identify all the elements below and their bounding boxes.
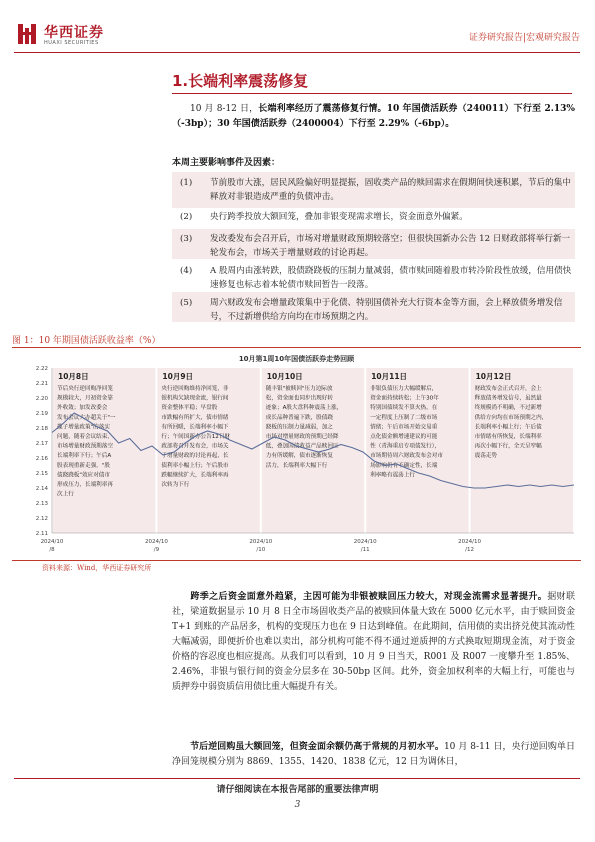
- annotation-line: 外收敛；加发改委会: [57, 405, 108, 412]
- annotation-line: 长端利率小幅上行；午后债: [474, 424, 542, 431]
- x-tick-label: /9: [153, 547, 160, 553]
- annotation-panel: [471, 368, 573, 533]
- annotation-line: 特别国债续发不算火热，在: [370, 405, 438, 412]
- list-item-text: 周六财政发布会增量政策集中于化债、特别国债补充大行资本金等方面，会上释放债务增发信号，不过新增供给方向均在市场预期之内。: [210, 298, 563, 322]
- annotation-line: 市场期待周六财政发布会对市: [370, 453, 443, 460]
- page-number: 3: [294, 800, 301, 810]
- annotation-line: 长端利率下行；午后A: [57, 453, 112, 460]
- annotation-line: 成长品种普遍下跌，股债跷: [265, 414, 333, 421]
- x-tick-label: 2024/10: [144, 539, 168, 545]
- logo-subtext: HUAXI SECURITIES: [44, 40, 99, 46]
- annotation-line: 力有所缓解，债市逐渐恢复: [265, 453, 333, 460]
- list-item-number: (3): [180, 234, 193, 244]
- intro-lead: 10 月 8-12 日，: [190, 104, 259, 114]
- annotation-line: 跷板的压制力量减弱，加之: [265, 424, 333, 431]
- figure-top-rule: [12, 347, 581, 348]
- events-title: 本周主要影响事件及因素：: [172, 158, 281, 168]
- list-item-number: (1): [180, 178, 193, 188]
- footer-divider: [14, 778, 580, 779]
- annotation-line: 央行逆回购维持净回笼，非: [161, 386, 229, 392]
- p2-text: 10 月 8-11 日，央行逆回购单日净回笼规模分别为 8869、1355、1420、1838 亿元，12 日为调休日，: [172, 742, 575, 767]
- x-tick-label: 2024/10: [458, 539, 482, 545]
- annotation-date: 10月8日: [58, 372, 89, 381]
- chart-title: 10月第1周10年国债活跃券走势回顾: [238, 355, 355, 363]
- logo-text: 华西证券: [44, 25, 104, 41]
- report-type: 证券研究报告|宏观研究报告: [468, 33, 580, 43]
- chart-svg: [12, 350, 581, 560]
- annotation-date: 10月12日: [475, 372, 512, 381]
- annotation-line: 市场增量财政预期落空: [57, 443, 113, 450]
- annotation-line: 次上行: [57, 491, 74, 498]
- intro-bold: 长端利率经历了震荡修复行情。10 年国债活跃券（240011）下行至 2.13%（-3bp）；30 年国债活跃券（2400004）下行至 2.29%（-6bp）。: [172, 104, 575, 129]
- section-title: 1.长端利率震荡修复: [172, 72, 309, 90]
- figure-bottom-rule: [12, 560, 581, 561]
- y-tick-label: 2.18: [35, 426, 48, 432]
- annotation-panel: [366, 368, 468, 533]
- annotation-line: 资金整体平稳；早盘股: [161, 405, 218, 412]
- y-tick-label: 2.17: [35, 441, 48, 447]
- annotation-line: 跌幅继续扩大，长端利率再: [161, 472, 229, 479]
- annotation-line: 揽子增量政策"的落实: [57, 424, 110, 431]
- annotation-line: 供给方向均在市场预期之内，: [474, 414, 548, 421]
- body-paragraph-2: [172, 740, 575, 770]
- x-tick-label: /10: [256, 547, 266, 553]
- annotation-line: 终规模尚不明确，不过新增: [474, 405, 542, 412]
- figure-caption: 图 1：10 年期国债活跃收益率（%）: [12, 336, 161, 346]
- footer-disclaimer: 请仔细阅读在本报告尾部的重要法律声明: [216, 785, 379, 795]
- annotation-line: 市跌幅有所扩大，债市情绪: [161, 414, 229, 421]
- p2-bold: 节后逆回购虽大额回笼，但资金面余额仍高于常规的月初水平。: [190, 742, 444, 752]
- annotation-line: 低，叠加国债收益产品赎回压: [265, 443, 339, 450]
- page-header: [14, 20, 580, 50]
- x-tick-label: /12: [465, 547, 475, 553]
- annotation-line: 非银负债压力大幅缓解后，: [370, 386, 438, 392]
- annotation-line: 一定程度上压制了二级市场: [370, 414, 438, 421]
- x-tick-label: 2024/10: [40, 539, 64, 545]
- annotation-panel: [53, 368, 155, 533]
- section-divider: [172, 93, 572, 94]
- y-tick-label: 2.11: [35, 531, 48, 537]
- list-item-number: (2): [180, 212, 193, 222]
- annotation-line: 震荡走势: [474, 453, 497, 460]
- annotation-line: 于增量财政的讨论再起，长: [161, 453, 229, 460]
- annotation-line: 银机构欠缺现金流，银行间: [161, 395, 229, 402]
- annotation-line: 发布会议大办超关于"一: [57, 414, 116, 421]
- annotation-line: 市场对增量财政的预期已经降: [265, 434, 339, 440]
- list-item-number: (4): [180, 266, 193, 276]
- annotation-line: 规模较大，月初资金靠: [57, 395, 113, 402]
- p1-text: 据财联社，梁道数据显示 10 月 8 日全市场固收类产品的被赎回体量大致在 5000 亿元水平，由于赎回资金 T+1 到账的产品居多，机构的变现压力也在 9 日达到峰值。在此期间，信用债的卖出挤兑使其流动性大幅减弱，即便折价也难以卖出，部分机构可能不得不通过逆质押的方式换取短期现金流，对于资金价格的容忍度也相应提高。从我们可以看到，10 月 9 日当天，R001 及 R007 一度攀升至 1.85%、2.46%，非银与银行间的资金分层多在 30-50bp 区间。此外，资金加权利率的大幅上行，可能也与质押券中弱资质信用债比重大幅提升有关。: [172, 592, 575, 692]
- annotation-line: 债利率小幅上行；午后股市: [161, 462, 229, 469]
- annotation-line: 问题，随着会议结束，: [57, 434, 113, 440]
- x-tick-label: 2024/10: [353, 539, 377, 545]
- annotation-line: 随丰银"被赎回"压力边际放: [265, 386, 333, 392]
- y-tick-label: 2.12: [35, 516, 48, 522]
- list-item-number: (5): [180, 298, 193, 308]
- annotation-line: 有所回暖，长端利率小幅下: [161, 424, 229, 431]
- annotation-line: 债跷跷板"效应对债市: [57, 472, 110, 479]
- annotation-panel: [157, 368, 259, 533]
- y-tick-label: 2.20: [35, 396, 48, 402]
- body-paragraph-1: [172, 590, 575, 695]
- annotation-line: 市情绪有所恢复，长端利率: [474, 434, 542, 440]
- huaxi-logo-icon: [16, 22, 40, 46]
- x-tick-label: 2024/10: [249, 539, 273, 545]
- y-tick-label: 2.16: [35, 456, 48, 462]
- y-tick-label: 2.13: [35, 501, 48, 507]
- annotation-line: 财政发布会正式召开，会上: [474, 386, 542, 392]
- list-item-text: A 股周内由涨转跌，股债跷跷板的压制力量减弱，债市赎回随着股市转冷阶段性放缓，信用债快速修复也标志着本轮债市赎回暂告一段落。: [210, 266, 572, 290]
- y-tick-label: 2.19: [35, 411, 48, 417]
- annotation-line: 迹象；A股大盘科种震荡上涨，: [265, 405, 343, 412]
- annotation-line: 释放债务增发信号，虽然最: [474, 395, 542, 402]
- header-divider: [14, 52, 580, 53]
- annotation-line: 点化债金额增速建议的可能: [370, 434, 438, 440]
- annotation-line: 行；午间国新办公告12日财: [161, 434, 231, 440]
- annotation-line: 股表现重新走强，"股: [57, 462, 110, 469]
- annotation-line: 再次小幅下行，全天呈窄幅: [474, 443, 542, 450]
- list-item-text: 央行跨季投放大额回笼，叠加非银变现需求增长，资金面意外偏紧。: [210, 212, 468, 222]
- annotation-line: 政部将召开发布会，市场关: [161, 443, 229, 450]
- annotation-line: 性（青海重启专项债发行），: [370, 443, 441, 450]
- annotation-line: 活力，长端利率大幅下行: [265, 462, 328, 469]
- annotation-date: 10月11日: [371, 372, 408, 381]
- annotation-line: 场影响仍有不确定性，长端: [370, 462, 438, 469]
- annotation-line: 情绪；午后市场开始交易重: [370, 424, 438, 431]
- y-tick-label: 2.21: [35, 381, 48, 387]
- annotation-line: 节后央行逆回购净回笼: [57, 386, 113, 392]
- y-tick-label: 2.14: [35, 486, 48, 492]
- annotation-line: 利率略有震荡上行: [370, 472, 415, 479]
- figure-source: 资料来源：Wind，华西证券研究所: [42, 564, 152, 572]
- x-tick-label: /8: [49, 547, 55, 553]
- list-item-text: 发改委发布会召开后，市场对增量财政预期较落空；但很快国新办公告 12 日财政部将举行新一轮发布会，市场关于增量财政的讨论再起。: [210, 234, 571, 258]
- annotation-line: 松，资金面也同步出现好转: [265, 395, 333, 402]
- annotation-line: 形成压力，长端利率再: [57, 482, 113, 488]
- list-item-text: 节前股市大涨，居民风险偏好明显提振，固收类产品的赎回需求在假期间快速积累，节后的集中释放对非银造成严重的负债冲击。: [210, 178, 571, 202]
- annotation-line: 次转为下行: [161, 482, 190, 488]
- intro-paragraph: [172, 102, 575, 132]
- annotation-line: 资金面持续转松；上午30年: [370, 395, 439, 402]
- y-tick-label: 2.22: [35, 366, 48, 372]
- y-tick-label: 2.15: [35, 471, 48, 477]
- annotation-date: 10月10日: [266, 372, 303, 381]
- x-tick-label: /11: [360, 547, 370, 553]
- annotation-date: 10月9日: [162, 372, 194, 381]
- p1-bold: 跨季之后资金面意外趋紧，主因可能为非银被赎回压力较大，对现金流需求显著提升。: [190, 592, 548, 602]
- yield-chart: [12, 350, 581, 560]
